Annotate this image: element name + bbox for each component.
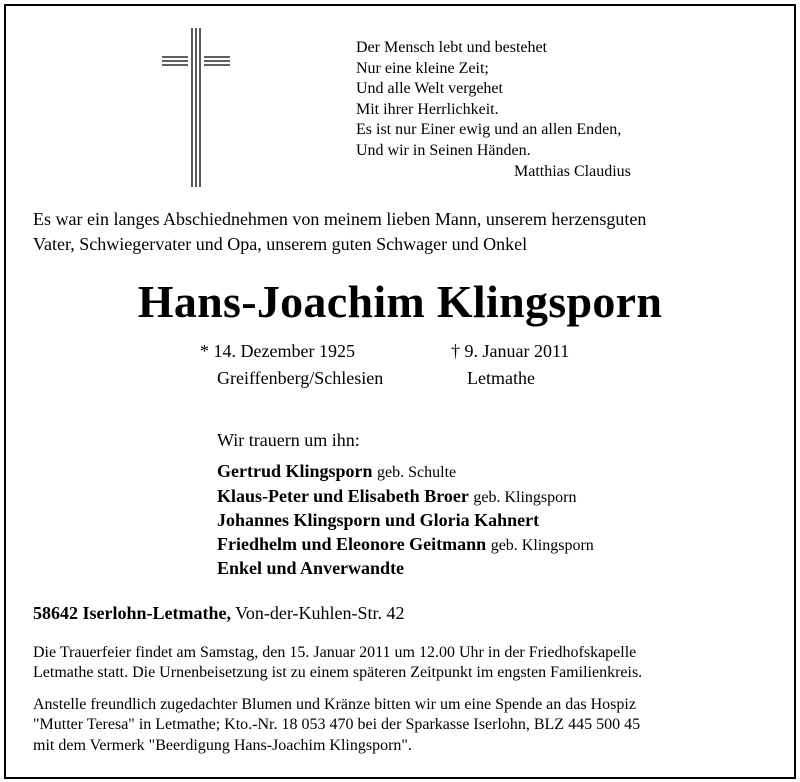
funeral-line: Letmathe statt. Die Urnenbeisetzung ist zu einem späteren Zeitpunkt im engsten Familienkreis. xyxy=(33,664,643,682)
mourner-row xyxy=(217,485,594,510)
address xyxy=(33,603,404,624)
donation-line: mit dem Vermerk "Beerdigung Hans-Joachim Klingsporn". xyxy=(33,736,412,754)
poem-line: Und alle Welt vergehet xyxy=(356,80,503,98)
donation-line: "Mutter Teresa" in Letmathe; Kto.-Nr. 18 053 470 bei der Sparkasse Iserlohn, BLZ 445 500 45 xyxy=(33,716,641,734)
funeral-notice xyxy=(33,643,642,684)
address-city: 58642 Iserlohn-Letmathe, xyxy=(33,603,231,623)
mourner-names: Gertrud Klingsporn xyxy=(217,461,373,481)
mourner-names: Friedhelm und Eleonore Geitmann xyxy=(217,533,487,554)
death-date: † 9. Januar 2011 xyxy=(451,341,570,361)
poem-line: Es ist nur Einer ewig und an allen Enden, xyxy=(356,121,622,139)
intro-line: Es war ein langes Abschiednehmen von meinem lieben Mann, unserem herzensguten xyxy=(33,209,647,229)
deceased-name: Hans-Joachim Klingsporn xyxy=(137,276,663,327)
mourner-row xyxy=(217,557,594,581)
donation-notice xyxy=(33,695,640,756)
mourner-names: Johannes Klingsporn und Gloria Kahnert xyxy=(217,510,540,530)
mourner-nee: geb. Schulte xyxy=(377,464,457,481)
address-street: Von-der-Kuhlen-Str. 42 xyxy=(235,603,405,623)
mourner-names: Enkel und Anverwandte xyxy=(217,558,405,578)
poem-line: Mit ihrer Herrlichkeit. xyxy=(356,100,499,118)
poem-line: Der Mensch lebt und bestehet xyxy=(356,39,548,56)
mourner-nee: geb. Klingsporn xyxy=(473,488,577,506)
mourners-list xyxy=(217,460,594,581)
poem-line: Und wir in Seinen Händen. xyxy=(356,141,531,159)
poem-author: Matthias Claudius xyxy=(514,162,631,180)
mourners-heading: Wir trauern um ihn: xyxy=(217,430,360,450)
mourner-nee: geb. Klingsporn xyxy=(490,536,594,554)
mourner-row xyxy=(217,533,594,558)
poem xyxy=(356,38,631,182)
donation-line: Anstelle freundlich zugedachter Blumen und Kränze bitten wir um eine Spende an das Hospiz xyxy=(33,696,636,713)
mourner-names: Klaus-Peter und Elisabeth Broer xyxy=(217,485,469,506)
death-place: Letmathe xyxy=(467,368,535,388)
funeral-line: Die Trauerfeier findet am Samstag, den 15. Januar 2011 um 12.00 Uhr in der Friedhofskapelle xyxy=(33,644,637,661)
mourner-row xyxy=(217,460,594,485)
birth-place: Greiffenberg/Schlesien xyxy=(217,368,384,388)
mourner-row xyxy=(217,509,594,533)
intro-text xyxy=(33,207,646,257)
birth-date: * 14. Dezember 1925 xyxy=(200,341,355,361)
poem-line: Nur eine kleine Zeit; xyxy=(356,59,489,77)
intro-line: Vater, Schwiegervater und Opa, unserem guten Schwager und Onkel xyxy=(33,234,528,254)
